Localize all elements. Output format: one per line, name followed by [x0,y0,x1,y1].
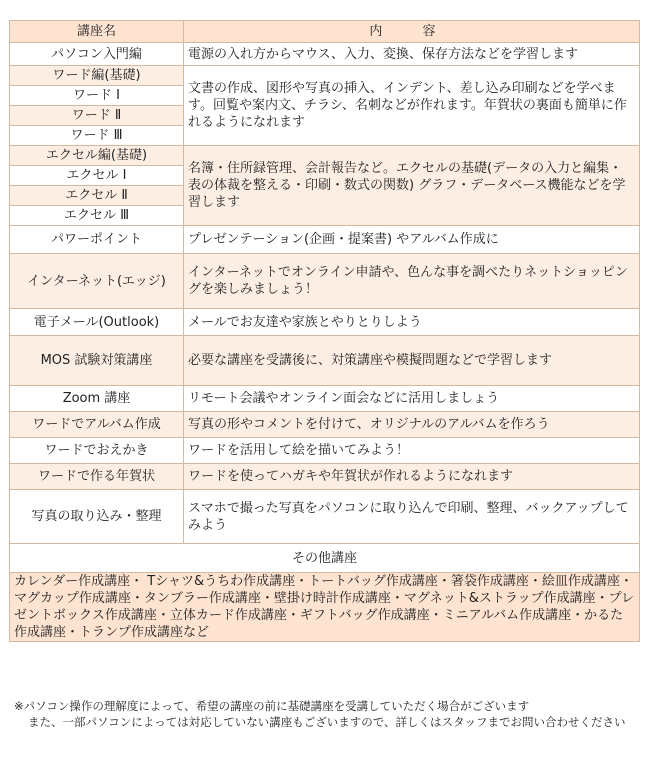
course-name: エクセル Ⅰ [10,166,184,186]
course-name: Zoom 講座 [10,386,184,412]
table-row [10,254,640,309]
course-name: ワードで作る年賀状 [10,464,184,490]
course-name: 電子メール(Outlook) [10,309,184,336]
table-row [10,66,640,86]
course-desc: スマホで撮った写真をパソコンに取り込んで印刷、整理、バックアップしてみよう [184,490,640,544]
footnote-line-2: また、一部パソコンによっては対応していない講座もございますので、詳しくはスタッフまでお問い合わせください [28,715,626,729]
course-name: エクセル編(基礎) [10,146,184,166]
course-name: 写真の取り込み・整理 [10,490,184,544]
course-name: MOS 試験対策講座 [10,336,184,386]
course-desc: インターネットでオンライン申請や、色んな事を調べたりネットショッピングを楽しみましょう！ [184,254,640,309]
table-row [10,490,640,544]
course-name: パワーポイント [10,226,184,254]
course-desc: リモート会議やオンライン面会などに活用しましょう [184,386,640,412]
table-row [10,464,640,490]
table-row [10,146,640,166]
other-courses-list: カレンダー作成講座・ Tシャツ&うちわ作成講座・トートバッグ作成講座・箸袋作成講座・絵皿作成講座・マグカップ作成講座・タンブラー作成講座・壁掛け時計作成講座・マグネット&ストラップ作成講座・プレゼントボックス作成講座・立体カード作成講座・ギフトバッグ作成講座・ミニアルバム作成講座・かるた作成講座・トランプ作成講座など [10,573,640,642]
course-name: ワードでアルバム作成 [10,412,184,438]
header-content: 内 容 [184,21,640,43]
course-table [9,20,640,642]
course-desc: ワードを活用して絵を描いてみよう！ [184,438,640,464]
course-name: ワード編(基礎) [10,66,184,86]
course-desc: 必要な講座を受講後に、対策講座や模擬問題などで学習します [184,336,640,386]
table-row [10,43,640,66]
footnote [14,698,639,730]
other-courses-title: その他講座 [10,544,640,573]
course-desc: メールでお友達や家族とやりとりしよう [184,309,640,336]
course-desc: 電源の入れ方からマウス、入力、変換、保存方法などを学習します [184,43,640,66]
other-courses-row [10,573,640,642]
course-name: インターネット(エッジ) [10,254,184,309]
course-name: ワードでおえかき [10,438,184,464]
course-name: パソコン入門編 [10,43,184,66]
course-desc: 写真の形やコメントを付けて、オリジナルのアルバムを作ろう [184,412,640,438]
course-desc: 名簿・住所録管理、会計報告など。エクセルの基礎(データの入力と編集・表の体裁を整える・印刷・数式の関数) グラフ・データベース機能などを学習します [184,146,640,226]
course-desc: ワードを使ってハガキや年賀状が作れるようになれます [184,464,640,490]
course-name: ワード Ⅰ [10,86,184,106]
table-row [10,336,640,386]
other-courses-title-row [10,544,640,573]
footnote-line-1: ※パソコン操作の理解度によって、希望の講座の前に基礎講座を受講していただく場合がございます [14,699,530,713]
table-row [10,309,640,336]
course-desc: プレゼンテーション(企画・提案書) やアルバム作成に [184,226,640,254]
table-header-row [10,21,640,43]
table-row [10,226,640,254]
course-name: エクセル Ⅱ [10,186,184,206]
course-name: ワード Ⅱ [10,106,184,126]
table-row [10,412,640,438]
table-row [10,386,640,412]
table-row [10,438,640,464]
course-name: エクセル Ⅲ [10,206,184,226]
course-name: ワード Ⅲ [10,126,184,146]
header-course-name: 講座名 [10,21,184,43]
course-desc: 文書の作成、図形や写真の挿入、インデント、差し込み印刷などを学べます。回覧や案内文、チラシ、名刺などが作れます。年賀状の裏面も簡単に作れるようになれます [184,66,640,146]
